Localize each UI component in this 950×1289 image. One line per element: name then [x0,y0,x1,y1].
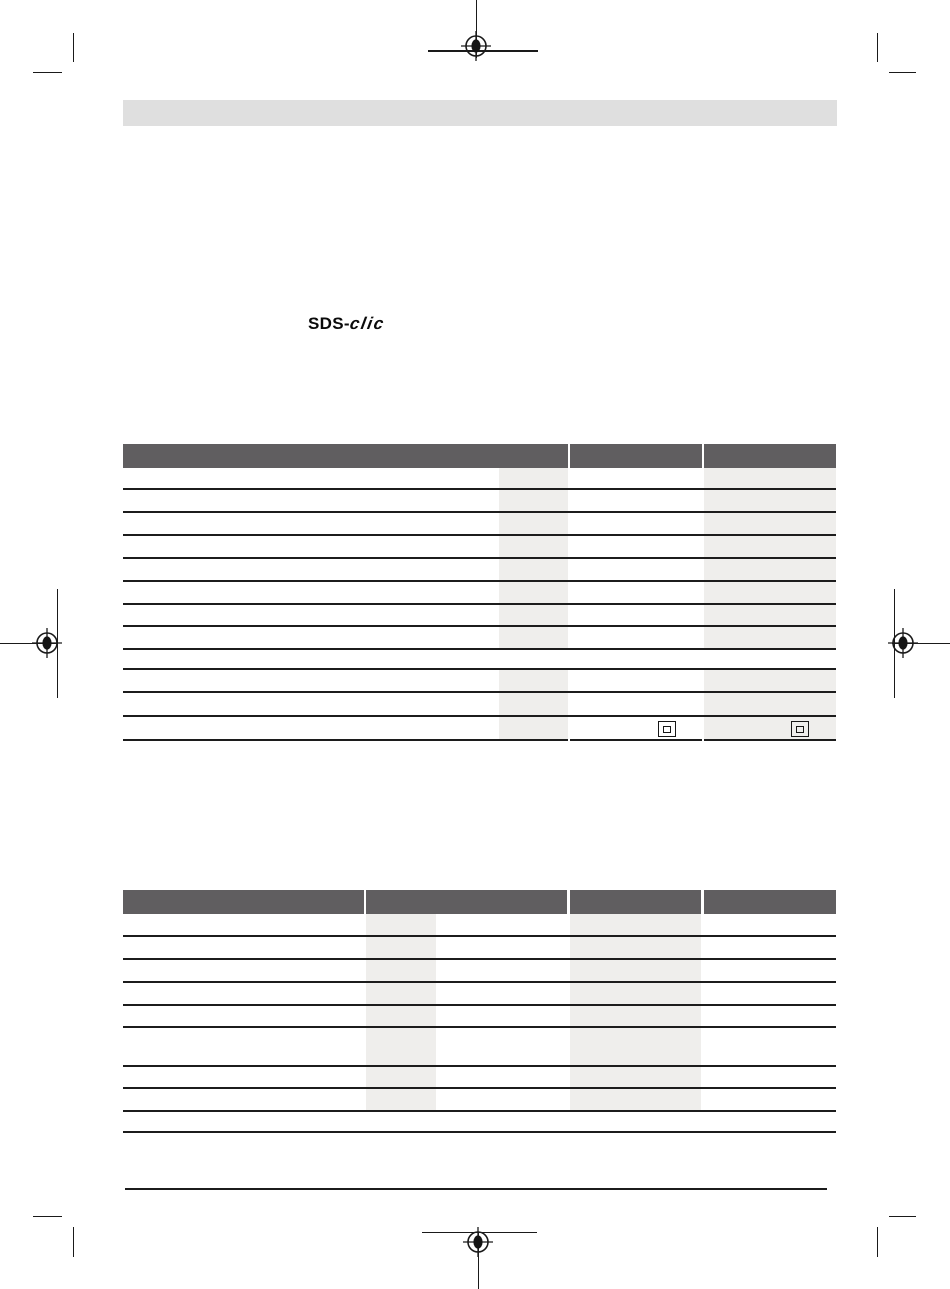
column-shading [366,1006,436,1026]
table-header-cell [704,890,837,914]
column-shading [570,1067,702,1087]
table-bottom-rule-segment [704,739,836,741]
column-shading [366,1089,436,1110]
table-header-row [123,890,836,914]
column-shading [570,1089,702,1110]
table-row [123,1067,836,1089]
table-row [123,717,836,741]
column-shading [570,914,702,935]
column-shading [499,717,568,741]
logo-prefix: SDS- [308,314,350,333]
column-shading [499,490,568,511]
column-shading [570,1006,702,1026]
double-square-insulation-icon [658,721,676,737]
table-row [123,1089,836,1112]
crop-mark-top-left-vertical [73,33,75,62]
column-shading [499,559,568,580]
double-square-insulation-icon [791,721,809,737]
table-row [123,1028,836,1067]
table-row [123,914,836,937]
column-shading [366,1067,436,1087]
column-shading [704,490,836,511]
column-shading [499,536,568,557]
table-row [123,513,836,536]
column-shading [499,670,568,691]
table-bottom-rule-segment [123,739,568,741]
table-header-cell [123,890,364,914]
table-row [123,490,836,513]
column-shading [570,1028,702,1065]
column-shading [499,468,568,488]
crop-mark-bottom-left-horizontal [33,1216,62,1218]
column-shading [704,717,836,741]
table-header-cell [704,444,836,468]
table-header-cell [570,444,702,468]
crop-mark-bottom-right-horizontal [889,1216,916,1218]
crop-mark-top-left-horizontal [33,72,62,74]
table-row [123,693,836,717]
column-shading [704,693,836,715]
table-header-cell [123,444,568,468]
table-row [123,1006,836,1028]
table-row [123,670,836,693]
registration-mark-bottom-icon [456,1220,500,1264]
crop-mark-top-right-horizontal [889,72,916,74]
column-shading [366,914,436,935]
column-shading [499,582,568,603]
column-shading [366,960,436,981]
column-shading [570,983,702,1004]
column-shading [704,627,836,648]
table-row [123,650,836,670]
table-header-cell [366,890,567,914]
table-row [123,960,836,983]
footer-rule [125,1188,827,1190]
column-shading [704,536,836,557]
column-shading [570,937,702,958]
table-row [123,605,836,627]
column-shading [366,983,436,1004]
logo-suffix: clic [348,314,387,333]
table-header-row [123,444,836,468]
column-shading [499,513,568,534]
table-row [123,468,836,490]
table-row [123,559,836,582]
header-highlight-bar [123,100,837,126]
table-row [123,536,836,559]
spec-table-secondary [123,890,836,1133]
column-shading [499,627,568,648]
crop-mark-bottom-right-vertical [877,1227,879,1257]
column-shading [704,468,836,488]
table-row [123,627,836,650]
column-shading [570,960,702,981]
column-shading [366,937,436,958]
column-shading [704,582,836,603]
inner-square [796,726,804,733]
table-row [123,1112,836,1133]
table-header-cell [570,890,702,914]
inner-square [663,726,671,733]
column-shading [704,670,836,691]
registration-mark-right-icon [881,621,925,665]
column-shading [366,1028,436,1065]
column-shading [704,605,836,625]
table-row [123,983,836,1006]
column-shading [704,559,836,580]
crop-mark-top-right-vertical [877,33,879,62]
registration-mark-left-icon [25,621,69,665]
registration-mark-top-icon [454,24,498,68]
table-row [123,582,836,605]
crop-mark-bottom-left-vertical [73,1227,75,1257]
column-shading [499,693,568,715]
table-row [123,937,836,960]
table-bottom-rule-segment [570,739,702,741]
column-shading [499,605,568,625]
spec-table-primary [123,444,836,741]
column-shading [704,513,836,534]
sds-clic-logo [308,314,385,334]
